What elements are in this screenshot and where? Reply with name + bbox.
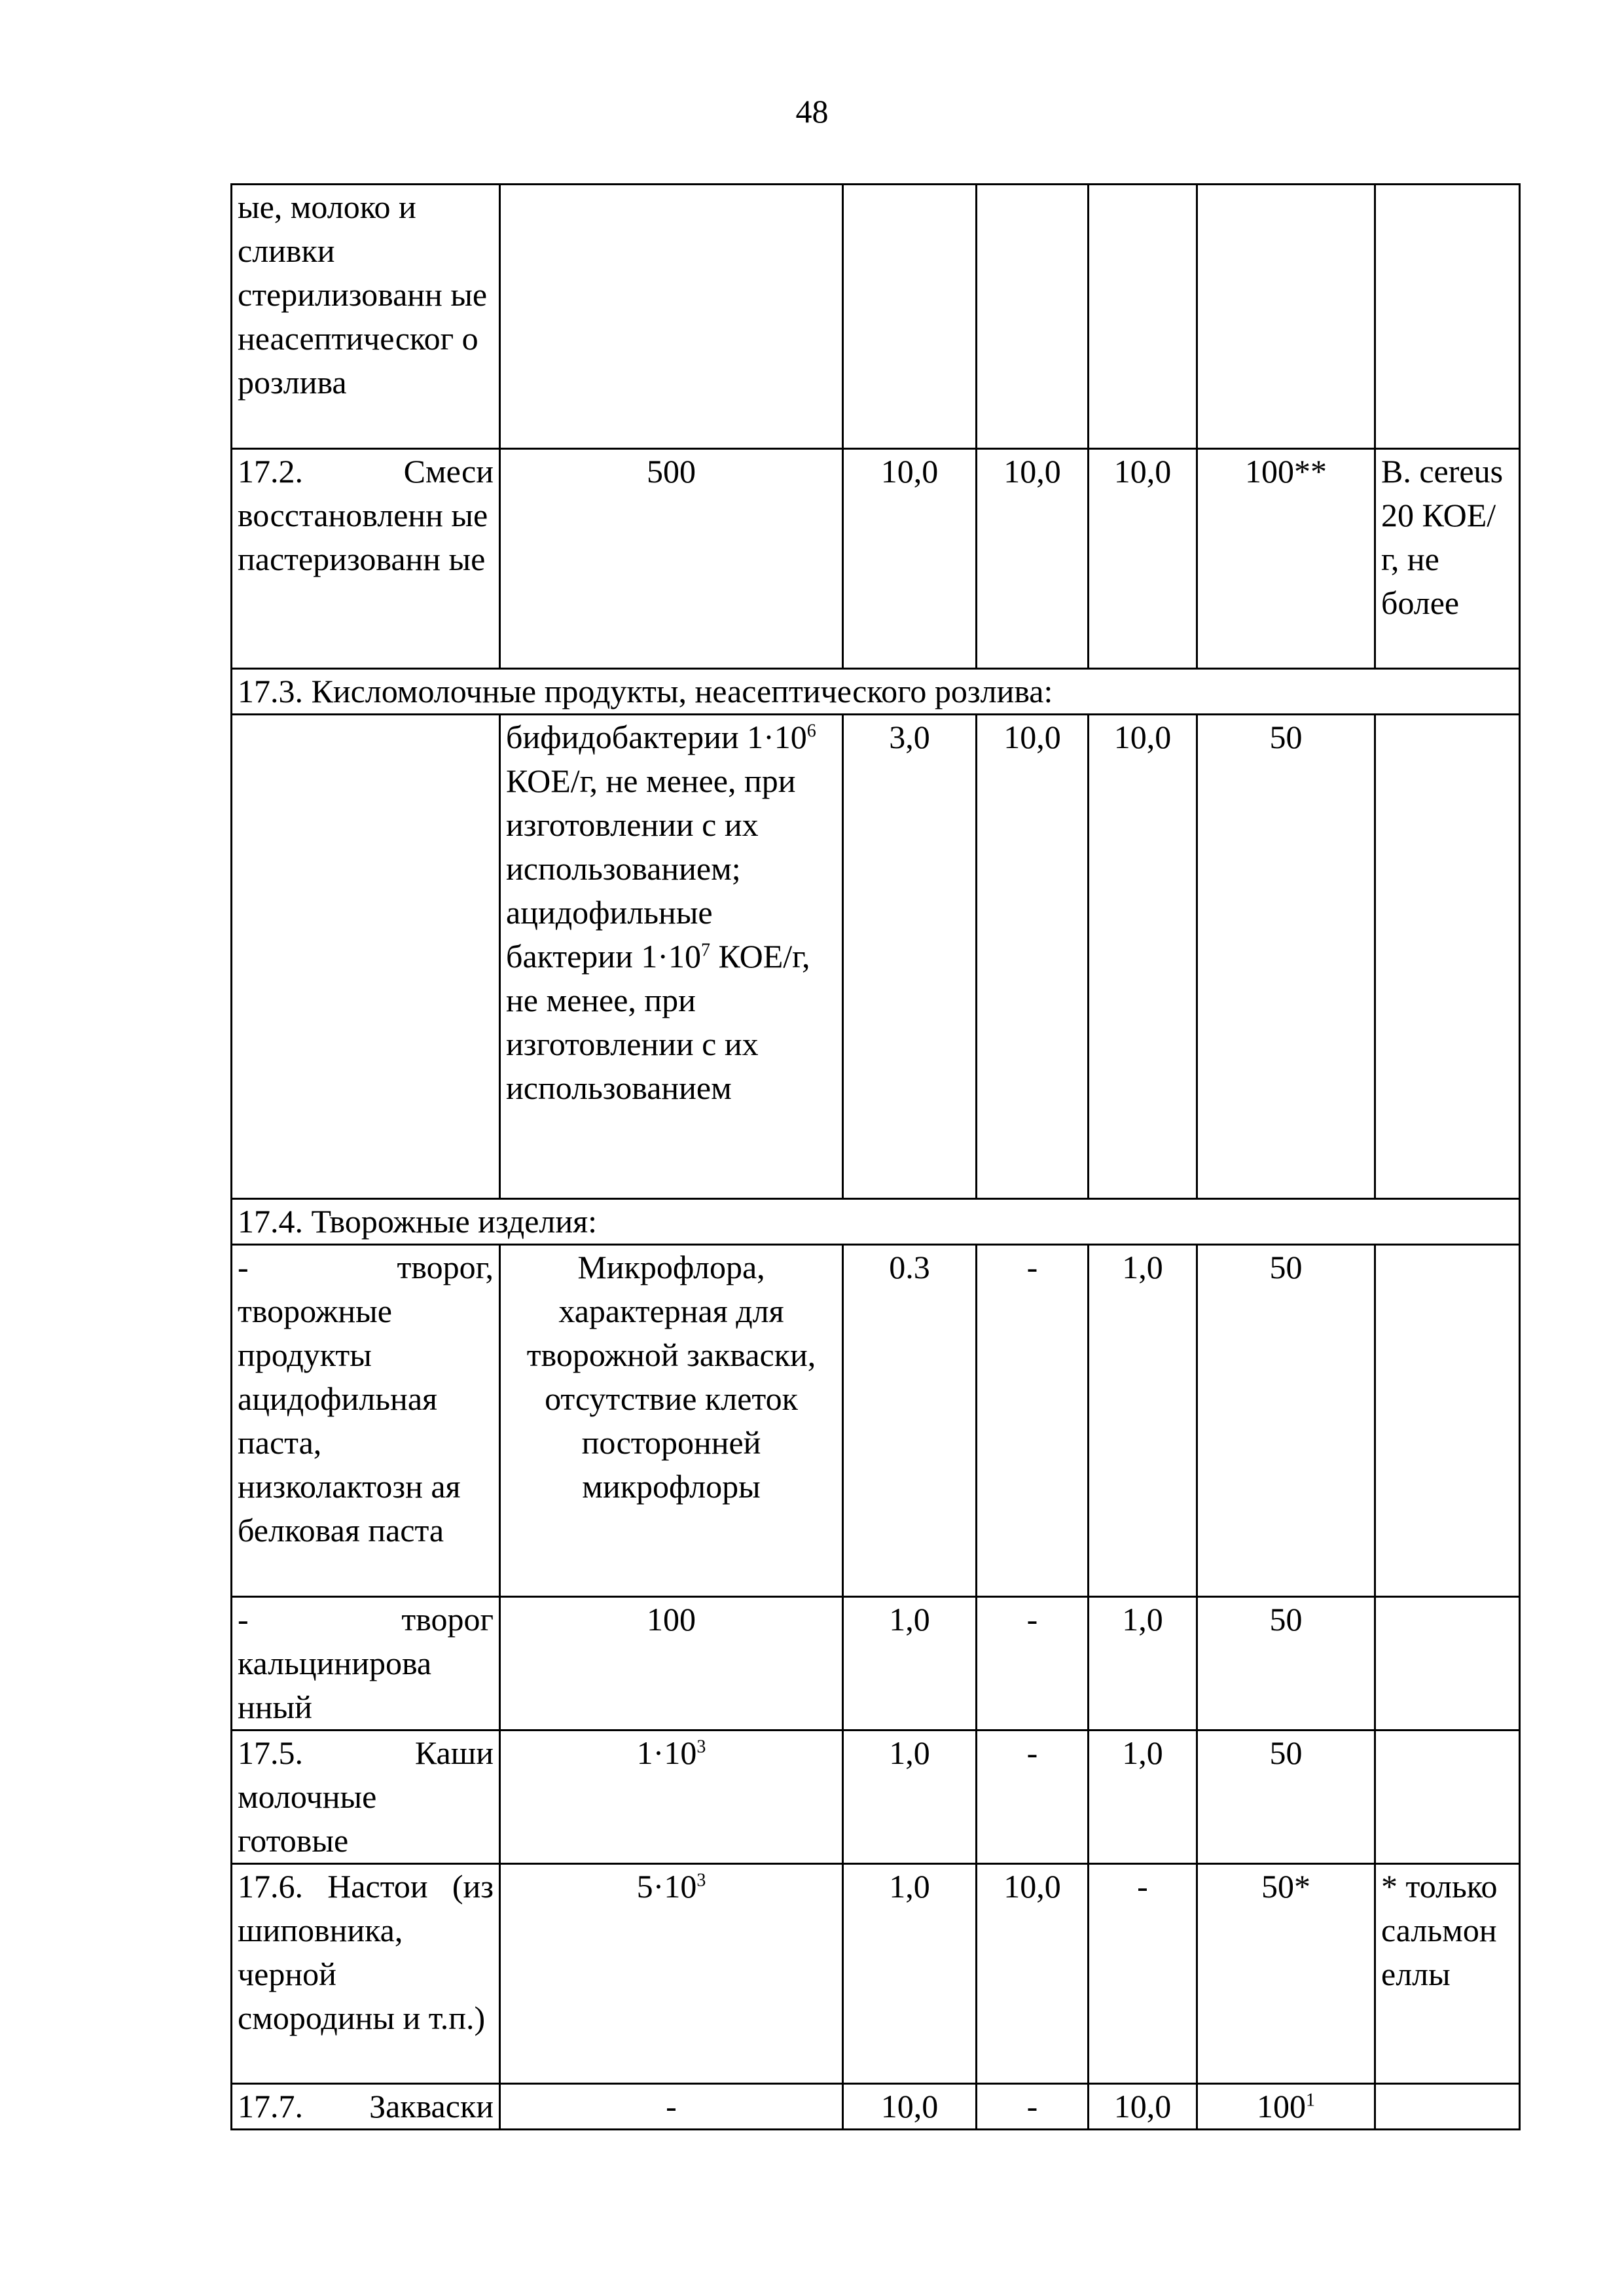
value-cell: 0.3 bbox=[843, 1245, 977, 1597]
microflora-text-a: бифидобактерии 1·10 bbox=[506, 719, 807, 755]
value-base: 100 bbox=[1257, 2088, 1306, 2125]
value-cell: 100** bbox=[1197, 449, 1375, 669]
value-cell: - bbox=[977, 1245, 1089, 1597]
value-cell: 10,0 bbox=[1089, 449, 1197, 669]
value-cell: 50 bbox=[1197, 715, 1375, 1199]
product-name-rest: творожные продукты ацидофильная паста, низколактозн ая белковая паста bbox=[238, 1293, 461, 1549]
value-cell: 10,0 bbox=[977, 715, 1089, 1199]
product-name-rest: кальцинирова нный bbox=[238, 1645, 432, 1725]
value-cell: 50* bbox=[1197, 1864, 1375, 2084]
value-cell: 10,0 bbox=[977, 1864, 1089, 2084]
product-name-rest: молочные готовые bbox=[238, 1778, 377, 1859]
value-cell: - bbox=[1089, 1864, 1197, 2084]
value-cell: 100 bbox=[500, 1597, 843, 1731]
table-row bbox=[232, 449, 1520, 669]
value-cell: 1,0 bbox=[843, 1597, 977, 1731]
product-name-rest: восстановленн ые пастеризованн ые bbox=[238, 497, 488, 577]
empty-cell bbox=[1089, 185, 1197, 449]
microflora-text-b: КОЕ/г, не менее, при изготовлении с их использованием; ацидофильные бактерии 1·10 bbox=[506, 762, 796, 975]
empty-cell bbox=[1197, 185, 1375, 449]
value-cell: 50 bbox=[1197, 1731, 1375, 1864]
empty-cell bbox=[1375, 1597, 1520, 1731]
value-cell: 3,0 bbox=[843, 715, 977, 1199]
product-name-line: - творог bbox=[238, 1601, 494, 1638]
product-name-line: 17.7. Закваски bbox=[238, 2088, 494, 2125]
note-cell: * только сальмон еллы bbox=[1375, 1864, 1520, 2084]
microbiology-norms-table bbox=[230, 183, 1521, 2130]
value-cell: 500 bbox=[500, 449, 843, 669]
value-cell bbox=[500, 1731, 843, 1864]
value-cell: 10,0 bbox=[1089, 715, 1197, 1199]
value-cell: - bbox=[977, 1597, 1089, 1731]
table-row bbox=[232, 2084, 1520, 2130]
section-header-cell: 17.3. Кисломолочные продукты, неасептического розлива: bbox=[232, 669, 1520, 715]
product-name-line: - творог, bbox=[238, 1249, 494, 1285]
value-base: 5·10 bbox=[636, 1868, 697, 1905]
exponent: 6 bbox=[806, 721, 816, 742]
table-row bbox=[232, 1731, 1520, 1864]
value-base: 1·10 bbox=[636, 1734, 697, 1771]
empty-cell bbox=[232, 715, 500, 1199]
empty-cell bbox=[1375, 185, 1520, 449]
table-row bbox=[232, 1245, 1520, 1597]
note-cell: B. cereus 20 КОЕ/г, не более bbox=[1375, 449, 1520, 669]
table-row bbox=[232, 715, 1520, 1199]
table-row bbox=[232, 1199, 1520, 1245]
product-name-cell bbox=[232, 449, 500, 669]
section-header-cell: 17.4. Творожные изделия: bbox=[232, 1199, 1520, 1245]
product-name-cell: ые, молоко и сливки стерилизованн ые неасептическог о розлива bbox=[232, 185, 500, 449]
exponent: 1 bbox=[1306, 2090, 1315, 2111]
value-cell: 10,0 bbox=[1089, 2084, 1197, 2130]
empty-cell bbox=[1375, 1245, 1520, 1597]
product-name-line: 17.2. Смеси bbox=[238, 453, 494, 490]
value-cell: - bbox=[977, 2084, 1089, 2130]
value-cell: 1,0 bbox=[1089, 1731, 1197, 1864]
value-cell: - bbox=[500, 2084, 843, 2130]
empty-cell bbox=[977, 185, 1089, 449]
exponent: 3 bbox=[696, 1736, 706, 1757]
value-cell: 50 bbox=[1197, 1245, 1375, 1597]
page-number: 48 bbox=[795, 93, 829, 130]
empty-cell bbox=[843, 185, 977, 449]
product-name-cell bbox=[232, 1731, 500, 1864]
empty-cell bbox=[1375, 1731, 1520, 1864]
value-cell: 10,0 bbox=[843, 449, 977, 669]
product-name-line: 17.5. Каши bbox=[238, 1734, 494, 1771]
microflora-text-c: КОЕ/г, не менее, при изготовлении с их использованием bbox=[506, 938, 810, 1106]
table-row bbox=[232, 185, 1520, 449]
microflora-cell: Микрофлора, характерная для творожной закваски, отсутствие клеток посторонней микрофлоры bbox=[500, 1245, 843, 1597]
product-name-cell: 17.6. Настои (из шиповника, черной смородины и т.п.) bbox=[232, 1864, 500, 2084]
value-cell: 1,0 bbox=[1089, 1245, 1197, 1597]
value-cell: 50 bbox=[1197, 1597, 1375, 1731]
empty-cell bbox=[1375, 715, 1520, 1199]
value-cell: 1,0 bbox=[1089, 1597, 1197, 1731]
value-cell: - bbox=[977, 1731, 1089, 1864]
product-name-cell bbox=[232, 2084, 500, 2130]
table-row bbox=[232, 669, 1520, 715]
value-cell: 10,0 bbox=[977, 449, 1089, 669]
empty-cell bbox=[500, 185, 843, 449]
value-cell: 10,0 bbox=[843, 2084, 977, 2130]
microflora-cell bbox=[500, 715, 843, 1199]
exponent: 3 bbox=[696, 1870, 706, 1891]
empty-cell bbox=[1375, 2084, 1520, 2130]
table-row bbox=[232, 1597, 1520, 1731]
value-cell bbox=[1197, 2084, 1375, 2130]
exponent: 7 bbox=[700, 940, 710, 961]
table-row bbox=[232, 1864, 1520, 2084]
value-cell: 1,0 bbox=[843, 1731, 977, 1864]
product-name-cell bbox=[232, 1597, 500, 1731]
value-cell bbox=[500, 1864, 843, 2084]
value-cell: 1,0 bbox=[843, 1864, 977, 2084]
product-name-cell bbox=[232, 1245, 500, 1597]
